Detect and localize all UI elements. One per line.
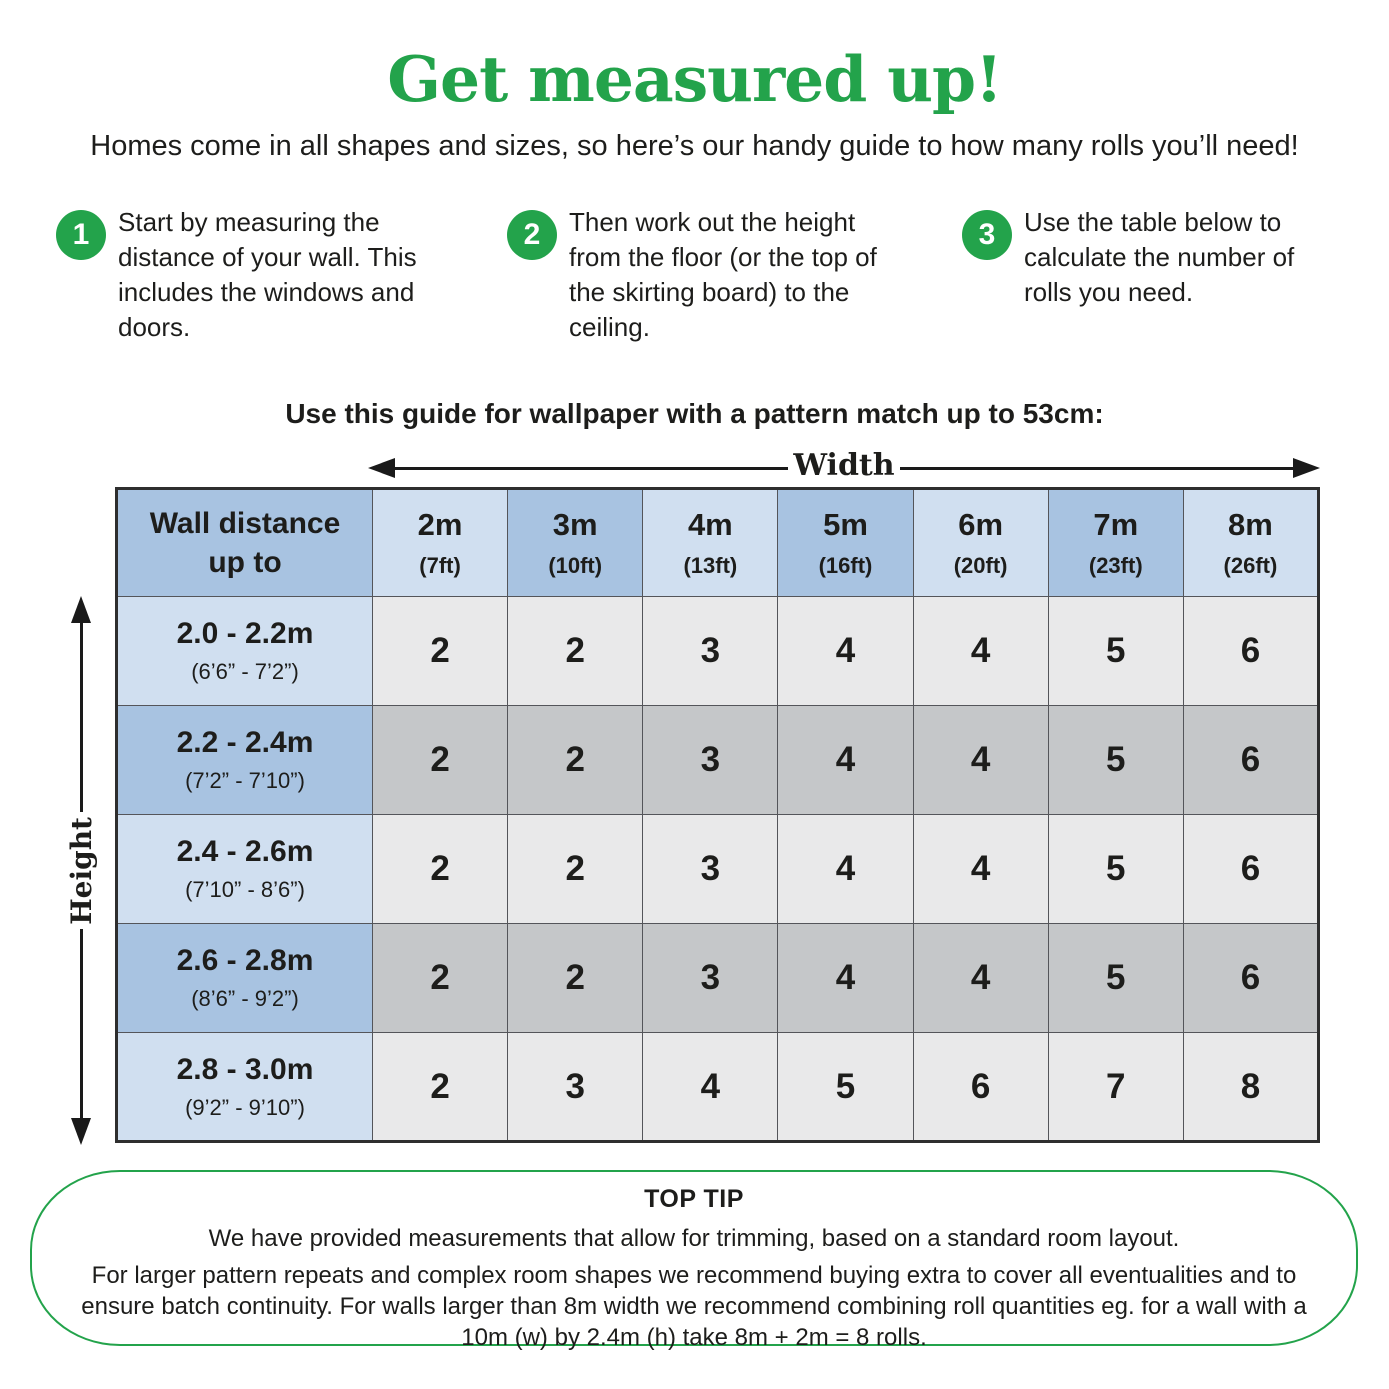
column-imperial: (10ft) (548, 553, 603, 578)
row-metric: 2.2 - 2.4m (176, 726, 314, 759)
row-imperial: (6’6” - 7’2”) (191, 659, 299, 684)
roll-count-cell: 4 (913, 815, 1048, 924)
row-metric: 2.6 - 2.8m (176, 944, 314, 977)
row-metric: 2.4 - 2.6m (176, 835, 314, 868)
row-header (117, 815, 373, 924)
width-axis-label: Width (793, 447, 895, 483)
roll-count-cell: 6 (1183, 706, 1318, 815)
column-imperial: (7ft) (419, 553, 461, 578)
column-imperial: (13ft) (683, 553, 738, 578)
roll-count-cell: 5 (1048, 706, 1183, 815)
roll-count-cell: 2 (373, 815, 508, 924)
roll-count-cell: 5 (1048, 815, 1183, 924)
height-axis-arrow (64, 596, 98, 1145)
table-row (117, 815, 1319, 924)
arrow-right-icon (1293, 458, 1320, 478)
table-row (117, 597, 1319, 706)
roll-count-cell: 6 (913, 1033, 1048, 1142)
roll-count-cell: 4 (778, 815, 913, 924)
roll-count-cell: 4 (778, 706, 913, 815)
row-header (117, 924, 373, 1033)
roll-count-cell: 2 (508, 815, 643, 924)
arrow-line (80, 623, 83, 812)
height-axis-label: Height (64, 816, 98, 925)
page-subtitle: Homes come in all shapes and sizes, so here’s our handy guide to how many rolls you’ll need! (90, 130, 1299, 162)
column-header-6m (913, 489, 1048, 597)
step-3-text: Use the table below to calculate the number of rolls you need. (1024, 207, 1295, 307)
roll-count-cell: 5 (1048, 597, 1183, 706)
column-imperial: (20ft) (953, 553, 1008, 578)
page-title: Get measured up! (387, 42, 1002, 116)
step-2-number: 2 (523, 218, 541, 251)
column-header-7m (1048, 489, 1183, 597)
table-header-row (117, 489, 1319, 597)
arrow-line (900, 467, 1293, 470)
roll-count-cell: 2 (373, 706, 508, 815)
roll-count-cell: 4 (778, 924, 913, 1033)
arrow-down-icon (71, 1118, 91, 1145)
roll-count-cell: 6 (1183, 597, 1318, 706)
roll-count-cell: 2 (373, 1033, 508, 1142)
roll-count-cell: 5 (778, 1033, 913, 1142)
step-1-number-badge (56, 210, 106, 260)
row-header (117, 1033, 373, 1142)
width-axis-arrow (368, 447, 1320, 483)
roll-count-cell: 2 (373, 597, 508, 706)
roll-count-cell: 3 (643, 597, 778, 706)
top-tip-box (30, 1170, 1358, 1351)
top-tip-line2: For larger pattern repeats and complex room shapes we recommend buying extra to cover all eventualities and to ensure batch continuity. For walls larger than 8m width we recommend combining roll quantities eg. for a wall with a 10m (w) by 2.4m (h) take 8m + 2m = 8 rolls. (81, 1262, 1307, 1351)
column-metric: 7m (1093, 507, 1139, 542)
roll-count-cell: 2 (508, 597, 643, 706)
step-1-text: Start by measuring the distance of your wall. This includes the windows and doors. (118, 207, 417, 342)
row-imperial: (7’10” - 8’6”) (185, 877, 305, 902)
row-imperial: (7’2” - 7’10”) (185, 768, 305, 793)
step-1-number: 1 (72, 218, 90, 251)
row-header (117, 597, 373, 706)
roll-count-cell: 7 (1048, 1033, 1183, 1142)
column-metric: 4m (687, 507, 733, 542)
corner-header-line2: up to (208, 546, 282, 579)
column-header-2m (373, 489, 508, 597)
roll-count-cell: 4 (913, 706, 1048, 815)
arrow-left-icon (368, 458, 395, 478)
corner-header-line1: Wall distance (149, 507, 341, 540)
rolls-table (115, 487, 1320, 1143)
roll-count-cell: 2 (508, 924, 643, 1033)
column-header-5m (778, 489, 913, 597)
roll-count-cell: 2 (508, 706, 643, 815)
roll-count-cell: 3 (643, 815, 778, 924)
roll-count-cell: 2 (373, 924, 508, 1033)
column-metric: 2m (417, 507, 463, 542)
top-tip-line1: We have provided measurements that allow for trimming, based on a standard room layout. (208, 1225, 1180, 1252)
arrow-line (395, 467, 788, 470)
row-imperial: (9’2” - 9’10”) (185, 1094, 305, 1120)
step-2-number-badge (507, 210, 557, 260)
step-3-number: 3 (978, 218, 996, 251)
roll-count-cell: 3 (643, 706, 778, 815)
step-3-number-badge (962, 210, 1012, 260)
step-2-text: Then work out the height from the floor (or the top of the skirting board) to the ceiling. (569, 207, 877, 342)
row-imperial: (8’6” - 9’2”) (191, 986, 299, 1011)
column-metric: 6m (958, 507, 1004, 542)
roll-count-cell: 4 (913, 924, 1048, 1033)
top-tip-title: TOP TIP (644, 1185, 744, 1213)
roll-count-cell: 3 (508, 1033, 643, 1142)
row-metric: 2.8 - 3.0m (176, 1052, 314, 1086)
column-imperial: (23ft) (1088, 553, 1143, 578)
row-metric: 2.0 - 2.2m (176, 617, 314, 650)
step-3 (962, 205, 1324, 310)
roll-count-cell: 4 (913, 597, 1048, 706)
row-header (117, 706, 373, 815)
column-header-3m (508, 489, 643, 597)
column-metric: 5m (823, 507, 868, 542)
roll-count-cell: 6 (1183, 924, 1318, 1033)
table-row (117, 1033, 1319, 1142)
step-2 (507, 205, 907, 345)
arrow-up-icon (71, 596, 91, 623)
step-1 (56, 205, 442, 345)
guide-heading: Use this guide for wallpaper with a pattern match up to 53cm: (285, 398, 1104, 429)
roll-count-cell: 3 (643, 924, 778, 1033)
table-row (117, 706, 1319, 815)
arrow-line (80, 929, 83, 1118)
roll-count-cell: 6 (1183, 815, 1318, 924)
roll-count-cell: 8 (1183, 1033, 1318, 1142)
column-metric: 3m (552, 507, 598, 542)
roll-count-cell: 4 (778, 597, 913, 706)
corner-header (117, 489, 373, 597)
column-header-4m (643, 489, 778, 597)
column-imperial: (26ft) (1223, 553, 1278, 578)
table-row (117, 924, 1319, 1033)
column-imperial: (16ft) (818, 553, 873, 578)
column-metric: 8m (1228, 507, 1273, 542)
roll-count-cell: 5 (1048, 924, 1183, 1033)
column-header-8m (1183, 489, 1318, 597)
roll-count-cell: 4 (643, 1033, 778, 1142)
